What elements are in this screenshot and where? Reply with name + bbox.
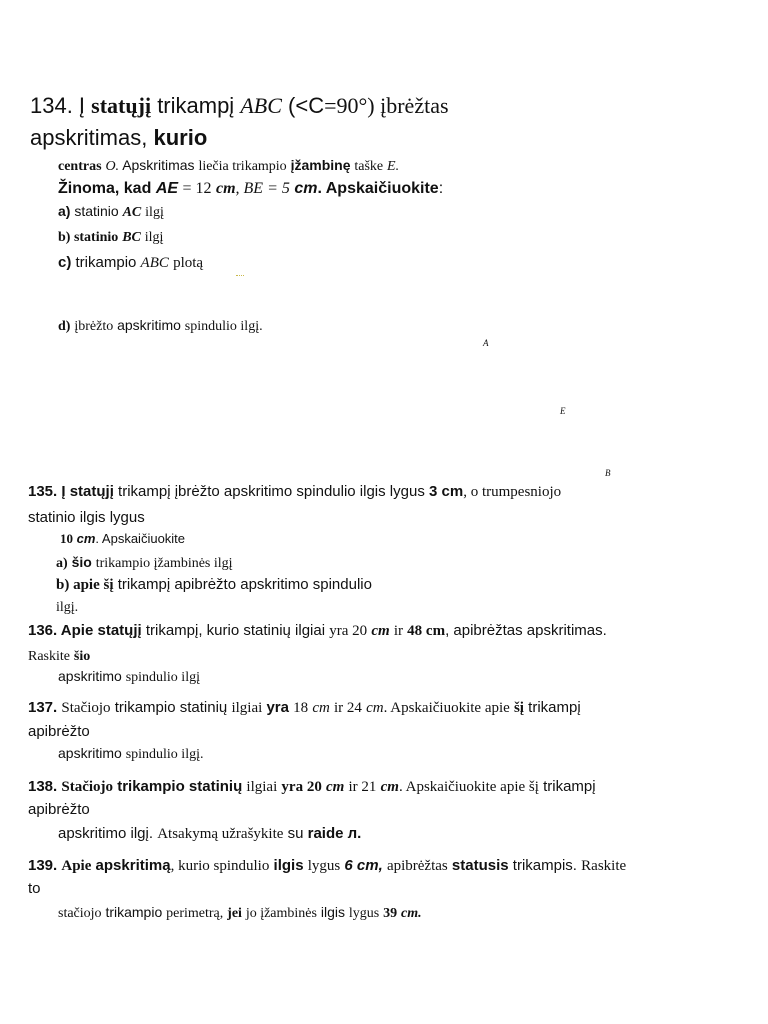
p139-word: 39 <box>383 906 398 921</box>
p134-number: 134. Į <box>30 93 86 118</box>
p138-word: . Apskaičiuokite apie šį <box>398 779 539 795</box>
p136-word: 136. Apie statųjį <box>28 622 142 639</box>
p138-word: yra 20 <box>281 779 322 795</box>
p136-word: , apibrėžtas apskritimas. <box>445 622 607 639</box>
p134-word: cm <box>294 180 318 197</box>
p139-word: Apie <box>61 858 92 874</box>
p138-line-3 <box>58 825 361 843</box>
p134-word: (<C <box>288 93 325 118</box>
p139-line-1 <box>28 857 626 875</box>
p134-word: O. <box>105 159 120 174</box>
p135-word: šio <box>71 554 92 570</box>
p134-word: ilgį <box>144 230 164 245</box>
p138-word: trikampio statinių <box>117 778 243 795</box>
p137-word: trikampio statinių <box>114 699 228 716</box>
item-label: a) <box>56 556 68 571</box>
p139-word: perimetrą, <box>166 906 224 921</box>
p139-word: cm. <box>401 906 422 921</box>
dotted-mark <box>236 273 244 276</box>
p138-word: su <box>287 825 304 842</box>
p134-item-d <box>58 317 263 335</box>
p134-item-c <box>58 254 203 272</box>
figure-label-a: A <box>483 338 489 348</box>
p136-word: 48 cm <box>407 623 446 639</box>
p134-word: E. <box>387 159 400 174</box>
p137-word: cm <box>366 700 384 716</box>
item-label: d) <box>58 319 71 334</box>
p139-line-3 <box>58 904 422 922</box>
p134-var: AC <box>122 205 142 220</box>
p137-word: cm <box>312 700 330 716</box>
p136-word: trikampį, kurio statinių ilgiai <box>145 622 326 639</box>
p136-word: šio <box>73 649 91 664</box>
p135-word: . Apskaičiuokite <box>95 531 186 546</box>
p139-word: trikampis. <box>512 857 577 874</box>
p139-word: lygus <box>348 906 380 921</box>
p137-word: yra <box>266 699 289 716</box>
p134-word: , kad <box>114 180 152 197</box>
p135-line-1 <box>28 483 561 501</box>
p135-word: trikampį apibrėžto apskritimo spindulio <box>117 576 372 593</box>
p134-word: liečia trikampio <box>198 159 287 174</box>
p134-word: = 12 <box>182 180 212 197</box>
p138-line-1 <box>28 778 596 796</box>
p134-var: BC <box>122 230 141 245</box>
p138-word: apskritimo ilgį. <box>58 825 154 842</box>
p134-line-3 <box>58 157 399 175</box>
p134-word: apskritimas, <box>30 125 148 150</box>
figure-label-e: E <box>560 406 566 416</box>
p138-word: ir 21 <box>348 779 377 795</box>
p134-word: statinio <box>74 203 119 219</box>
p137-line-1 <box>28 699 581 717</box>
p136-word: cm <box>371 623 390 639</box>
item-label: b) statinio <box>58 230 119 245</box>
p136-line-1 <box>28 622 607 640</box>
p136-line-3 <box>58 668 200 686</box>
p139-word: stačiojo <box>58 906 102 921</box>
p134-word: apskritimo <box>117 317 181 333</box>
p135-word: cm <box>76 531 96 546</box>
p137-word: apskritimo <box>58 745 122 761</box>
p139-word: 139. <box>28 857 58 874</box>
p134-word: kurio <box>153 125 208 150</box>
p134-word: . Apskaičiuokite <box>317 180 439 197</box>
p139-line-2: to <box>28 880 41 897</box>
p139-word: apibrėžtas <box>386 858 448 874</box>
p139-word: ilgis <box>273 857 304 874</box>
p134-word: statųjį <box>91 93 152 118</box>
p134-word: taške <box>354 159 384 174</box>
p138-word: Atsakymą užrašykite <box>157 826 284 842</box>
p135-item-a <box>56 554 233 572</box>
p135-line-2: statinio ilgis lygus <box>28 509 145 526</box>
p138-word: trikampį <box>543 778 596 795</box>
p138-word: cm <box>380 779 399 795</box>
p139-word: trikampio <box>105 904 163 920</box>
p135-item-b <box>56 576 372 594</box>
p138-word: Stačiojo <box>61 779 114 795</box>
p138-word: cm <box>326 779 345 795</box>
p138-word: ilgiai <box>246 779 278 795</box>
p137-word: . Apskaičiuokite apie <box>383 700 510 716</box>
p137-word: šį <box>513 700 524 716</box>
p139-word: Raskite <box>581 858 627 874</box>
p134-word: Apskritimas <box>122 157 195 173</box>
p139-word: lygus <box>307 858 341 874</box>
p136-word: apskritimo <box>58 668 122 684</box>
p136-word: Raskite <box>28 649 70 664</box>
p135-line-3 <box>60 531 185 547</box>
p134-word: ilgį <box>145 205 164 220</box>
p134-word: , BE = 5 <box>235 180 290 197</box>
p134-word: plotą <box>173 255 204 271</box>
p134-item-b <box>58 228 163 246</box>
p134-word: įžambinę <box>290 157 351 173</box>
p138-word: 138. <box>28 778 58 795</box>
p134-var: ABC <box>240 93 282 118</box>
p134-word: =90°) įbrėžtas <box>324 93 449 118</box>
p139-word: jei <box>227 906 242 921</box>
p137-word: Stačiojo <box>61 700 111 716</box>
p139-word: ilgis <box>320 904 345 920</box>
p135-word: , o trumpesniojo <box>463 484 562 500</box>
p135-word: trikampį įbrėžto apskritimo spindulio ilgis lygus <box>118 483 425 500</box>
p139-word: , kurio spindulio <box>170 858 270 874</box>
p134-item-a <box>58 203 164 221</box>
item-label: c) <box>58 254 72 271</box>
p137-word: trikampį <box>528 699 581 716</box>
p136-word: yra 20 <box>329 623 368 639</box>
figure-label-b: B <box>605 468 611 478</box>
p135-word: trikampio įžambinės ilgį <box>95 556 233 571</box>
p134-line-2 <box>30 125 207 151</box>
p134-word: cm <box>215 180 236 197</box>
p138-line-2: apibrėžto <box>28 801 90 818</box>
p135-word: 135. Į statųjį <box>28 483 114 500</box>
p137-word: 137. <box>28 699 58 716</box>
p134-word: spindulio ilgį. <box>184 319 263 334</box>
p139-word: statusis <box>451 857 509 874</box>
p139-word: jo įžambinės <box>245 906 317 921</box>
p137-word: ilgiai <box>231 700 263 716</box>
p137-word: 18 <box>293 700 309 716</box>
p137-line-2: apibrėžto <box>28 723 90 740</box>
item-label: b) apie šį <box>56 577 114 593</box>
p135-item-b-cont: ilgį. <box>56 600 79 615</box>
p134-word: Žinoma <box>58 180 115 197</box>
p134-var: AE <box>155 180 179 197</box>
p138-word: raide л. <box>307 825 362 842</box>
p134-word: trikampį <box>157 93 235 118</box>
p137-word: spindulio ilgį. <box>125 747 204 762</box>
p134-word: centras <box>58 159 102 174</box>
p135-word: 10 <box>60 531 73 546</box>
p136-word: spindulio ilgį <box>125 670 200 685</box>
p134-var: ABC <box>140 255 169 271</box>
p134-line-4: Žinoma, kad AE = 12 cm, BE = 5 cm. Apskaičiuokite: <box>58 180 444 197</box>
p139-word: apskritimą <box>95 857 171 874</box>
p139-word: 6 cm, <box>344 857 383 874</box>
p136-word: ir <box>393 623 403 639</box>
p136-line-2 <box>28 647 90 665</box>
p134-word: trikampio <box>75 254 137 271</box>
p134-line-1 <box>30 93 449 119</box>
p135-word: 3 cm <box>429 483 464 500</box>
p137-line-3 <box>58 745 203 763</box>
p134-word: įbrėžto <box>74 319 114 334</box>
item-label: a) <box>58 203 71 219</box>
p137-word: ir 24 <box>333 700 362 716</box>
